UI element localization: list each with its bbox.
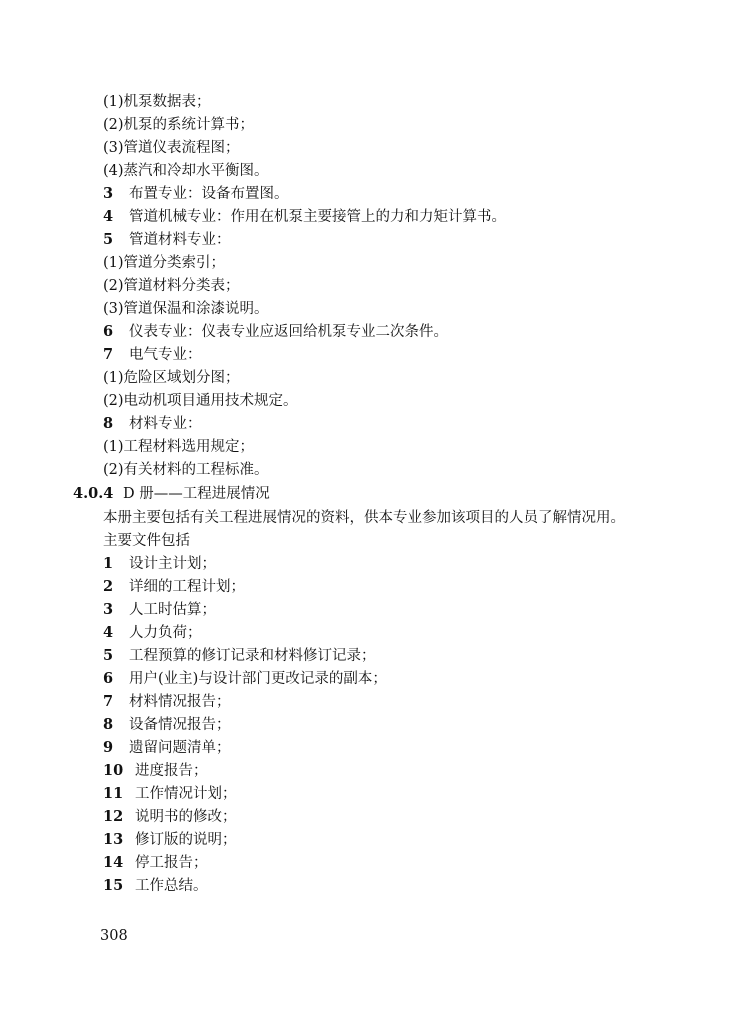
item-text: 管道材料专业： — [129, 232, 231, 248]
item-text: 说明书的修改； — [135, 809, 237, 825]
list-item — [103, 715, 231, 735]
list-item — [103, 322, 448, 342]
list-item — [103, 669, 387, 689]
item-text: 电气专业： — [129, 347, 202, 363]
list-item — [103, 230, 231, 250]
list-item — [103, 830, 237, 850]
list-item — [103, 646, 376, 666]
item-text: 布置专业：设备布置图。 — [129, 186, 289, 202]
list-item: (2)有关材料的工程标准。 — [103, 462, 269, 478]
item-number: 4 — [103, 624, 114, 641]
list-item: (1)工程材料选用规定； — [103, 439, 255, 455]
item-number: 15 — [103, 877, 124, 894]
section-heading — [73, 484, 270, 504]
item-text: 仪表专业：仪表专业应返回给机泵专业二次条件。 — [129, 324, 448, 340]
list-item — [103, 207, 506, 227]
item-text: 人力负荷； — [129, 625, 202, 641]
list-item — [103, 761, 208, 781]
item-text: 工作总结。 — [135, 878, 208, 894]
list-item — [103, 692, 231, 712]
list-item — [103, 184, 289, 204]
item-number: 8 — [103, 716, 114, 733]
section-number: 4.0.4 — [73, 485, 114, 502]
item-text: 详细的工程计划； — [129, 579, 245, 595]
item-number: 4 — [103, 208, 114, 225]
list-item — [103, 807, 237, 827]
item-text: 停工报告； — [135, 855, 208, 871]
item-number: 14 — [103, 854, 124, 871]
item-number: 5 — [103, 231, 114, 248]
list-item: (3)管道保温和涂漆说明。 — [103, 301, 269, 317]
item-number: 3 — [103, 601, 114, 618]
item-text: 工程预算的修订记录和材料修订记录； — [129, 648, 376, 664]
list-item — [103, 853, 208, 873]
item-number: 8 — [103, 415, 114, 432]
item-number: 6 — [103, 670, 114, 687]
files-heading: 主要文件包括 — [103, 533, 190, 549]
item-number: 1 — [103, 555, 114, 572]
list-item: (1)机泵数据表； — [103, 94, 211, 110]
item-text: 人工时估算； — [129, 602, 216, 618]
list-item — [103, 784, 237, 804]
list-item — [103, 577, 245, 597]
intro-paragraph: 本册主要包括有关工程进展情况的资料，供本专业参加该项目的人员了解情况用。 — [103, 510, 625, 526]
list-item — [103, 345, 202, 365]
list-item: (4)蒸汽和冷却水平衡图。 — [103, 163, 269, 179]
list-item: (3)管道仪表流程图； — [103, 140, 240, 156]
item-number: 12 — [103, 808, 124, 825]
item-text: 设计主计划； — [129, 556, 216, 572]
list-item: (1)管道分类索引； — [103, 255, 226, 271]
list-item — [103, 738, 231, 758]
item-number: 3 — [103, 185, 114, 202]
item-text: 用户(业主)与设计部门更改记录的副本； — [129, 671, 387, 687]
item-number: 10 — [103, 762, 124, 779]
list-item — [103, 414, 202, 434]
item-number: 11 — [103, 785, 124, 802]
item-number: 9 — [103, 739, 114, 756]
item-text: 设备情况报告； — [129, 717, 231, 733]
item-text: 进度报告； — [135, 763, 208, 779]
section-title: D 册——工程进展情况 — [123, 486, 270, 502]
list-item — [103, 876, 208, 896]
list-item — [103, 554, 216, 574]
item-number: 13 — [103, 831, 124, 848]
list-item: (2)机泵的系统计算书； — [103, 117, 255, 133]
page-number: 308 — [100, 928, 128, 944]
item-text: 材料专业： — [129, 416, 202, 432]
item-number: 7 — [103, 693, 114, 710]
item-number: 7 — [103, 346, 114, 363]
item-number: 2 — [103, 578, 114, 595]
list-item — [103, 623, 202, 643]
item-number: 6 — [103, 323, 114, 340]
list-item: (2)电动机项目通用技术规定。 — [103, 393, 298, 409]
item-text: 修订版的说明； — [135, 832, 237, 848]
item-text: 管道机械专业：作用在机泵主要接管上的力和力矩计算书。 — [129, 209, 506, 225]
item-text: 工作情况计划； — [135, 786, 237, 802]
list-item: (2)管道材料分类表； — [103, 278, 240, 294]
item-text: 遗留问题清单； — [129, 740, 231, 756]
item-number: 5 — [103, 647, 114, 664]
list-item: (1)危险区域划分图； — [103, 370, 240, 386]
item-text: 材料情况报告； — [129, 694, 231, 710]
list-item — [103, 600, 216, 620]
